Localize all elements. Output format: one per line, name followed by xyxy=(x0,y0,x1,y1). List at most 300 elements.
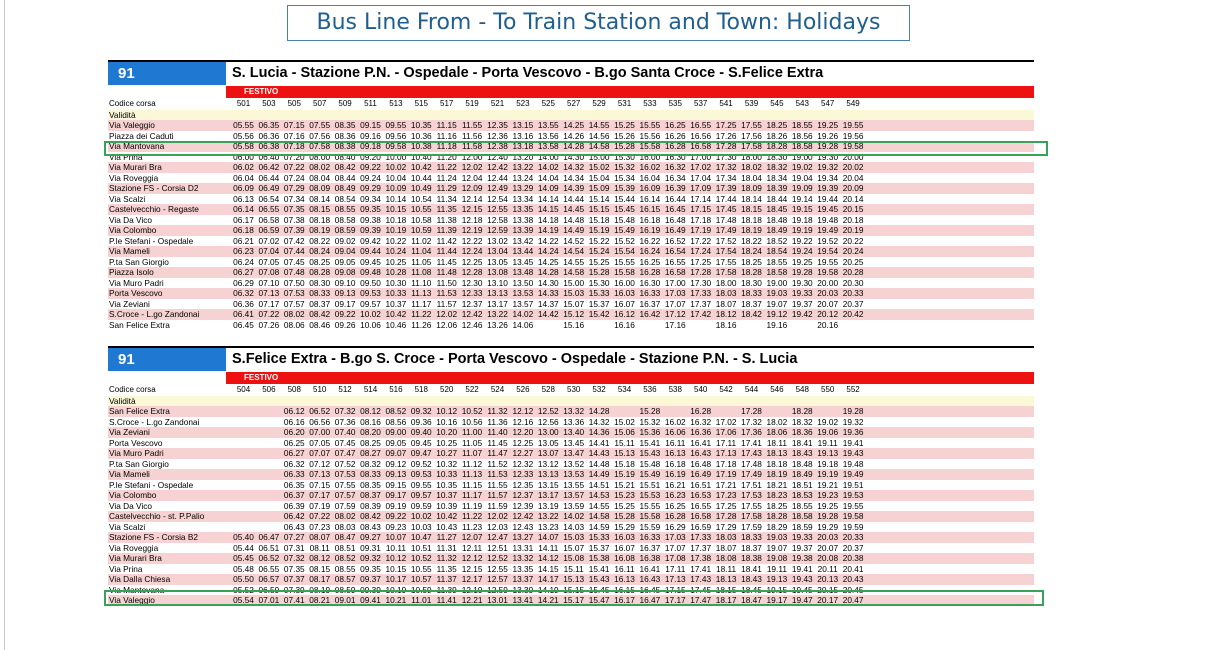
validity-row xyxy=(108,396,1034,407)
departure-time: 10.35 xyxy=(410,120,432,130)
departure-time: 06.49 xyxy=(258,183,280,193)
departure-time: 15.25 xyxy=(614,500,635,511)
departure-time: 18.04 xyxy=(741,172,762,183)
departure-time: 17.02 xyxy=(715,416,737,427)
departure-time: 12.37 xyxy=(512,490,534,500)
departure-time: 11.56 xyxy=(462,130,483,141)
run-code: 501 xyxy=(236,99,251,108)
stop-name: Via Roveggia xyxy=(109,172,159,183)
departure-time: 13.08 xyxy=(487,267,508,277)
departure-time: 20.03 xyxy=(817,532,839,542)
departure-time: 10.55 xyxy=(410,563,432,574)
departure-time: 15.13 xyxy=(614,448,635,458)
departure-time: 06.39 xyxy=(283,500,305,511)
run-code: 508 xyxy=(287,385,301,394)
departure-time: 11.58 xyxy=(462,141,483,151)
departure-time: 08.37 xyxy=(360,490,381,500)
departure-time: 10.39 xyxy=(436,500,458,511)
run-code: 522 xyxy=(465,385,479,394)
departure-time: 09.42 xyxy=(360,235,381,246)
departure-time: 07.01 xyxy=(258,595,280,605)
departure-time: 09.35 xyxy=(360,563,381,574)
departure-time: 11.16 xyxy=(436,130,457,141)
departure-time: 09.39 xyxy=(360,584,381,595)
departure-time: 07.45 xyxy=(283,256,305,267)
departure-time: 08.55 xyxy=(334,204,356,214)
run-codes-row xyxy=(108,385,1034,396)
departure-time: 19.13 xyxy=(766,574,788,584)
run-codes-row xyxy=(108,99,1034,110)
departure-time: 15.25 xyxy=(588,256,610,267)
departure-time: 12.42 xyxy=(512,511,534,521)
departure-time: 20.03 xyxy=(817,288,839,298)
departure-time: 19.39 xyxy=(817,183,839,193)
departure-time: 17.44 xyxy=(715,193,737,204)
departure-time: 20.17 xyxy=(817,595,839,605)
departure-time: 05.45 xyxy=(233,553,254,563)
departure-time: 18.56 xyxy=(791,130,813,141)
run-code: 531 xyxy=(617,99,632,108)
departure-time: 09.53 xyxy=(410,469,432,479)
departure-time: 15.24 xyxy=(588,246,610,256)
departure-time: 09.32 xyxy=(410,406,432,416)
departure-time: 08.30 xyxy=(309,277,331,288)
departure-time: 19.25 xyxy=(791,256,813,267)
stop-name: Castelvecchio - st. P.Palio xyxy=(109,511,205,521)
departure-time: 17.16 xyxy=(664,319,686,330)
line-number-badge: 91 xyxy=(108,348,226,371)
departure-time: 17.49 xyxy=(741,469,762,479)
departure-time: 08.42 xyxy=(334,162,356,172)
departure-time: 06.42 xyxy=(283,511,305,521)
departure-time: 19.30 xyxy=(817,151,839,162)
departure-time: 12.58 xyxy=(487,214,508,225)
departure-time: 09.23 xyxy=(385,521,407,532)
departure-time: 07.13 xyxy=(309,469,331,479)
timetable-return xyxy=(108,346,1034,606)
departure-time: 15.52 xyxy=(614,235,635,246)
departure-time: 10.17 xyxy=(385,574,407,584)
departure-time: 11.57 xyxy=(487,490,508,500)
stop-name: Stazione FS - Corsia B2 xyxy=(109,532,198,542)
departure-time: 18.25 xyxy=(766,120,788,130)
departure-time: 12.17 xyxy=(461,574,483,584)
departure-time: 10.18 xyxy=(385,214,407,225)
departure-time: 06.23 xyxy=(233,246,254,256)
stop-name: Via Mameli xyxy=(109,469,150,479)
departure-time: 13.34 xyxy=(512,193,534,204)
departure-time: 18.07 xyxy=(715,542,737,553)
departure-time: 16.18 xyxy=(664,458,686,469)
departure-time: 07.31 xyxy=(283,542,305,553)
departure-time: 19.07 xyxy=(766,298,788,309)
departure-time: 14.19 xyxy=(537,225,559,235)
stop-name: Via Zeviani xyxy=(109,427,150,437)
departure-time: 15.06 xyxy=(614,427,635,437)
run-code: 530 xyxy=(567,385,581,394)
departure-time: 16.28 xyxy=(639,267,661,277)
departure-time: 08.16 xyxy=(360,416,381,427)
stop-name: Via Valeggio xyxy=(109,120,155,130)
departure-time: 20.08 xyxy=(817,553,839,563)
departure-time: 13.13 xyxy=(537,469,559,479)
departure-time: 17.30 xyxy=(715,151,737,162)
departure-time: 08.38 xyxy=(334,141,356,151)
departure-time: 19.58 xyxy=(842,511,864,521)
departure-time: 13.32 xyxy=(512,553,534,563)
departure-time: 15.02 xyxy=(614,416,635,427)
departure-time: 15.03 xyxy=(563,288,585,298)
departure-time: 13.45 xyxy=(512,256,534,267)
departure-time: 16.26 xyxy=(664,130,686,141)
stop-name: Via Prina xyxy=(109,563,143,574)
departure-time: 14.30 xyxy=(537,277,559,288)
departure-time: 19.42 xyxy=(791,309,813,319)
departure-time: 10.57 xyxy=(410,574,432,584)
departure-time: 18.18 xyxy=(741,214,762,225)
departure-time: 15.21 xyxy=(614,479,635,490)
departure-time: 14.43 xyxy=(588,448,610,458)
departure-time: 11.39 xyxy=(436,584,457,595)
departure-time: 11.35 xyxy=(436,204,457,214)
stop-row xyxy=(108,417,1034,428)
departure-time: 16.29 xyxy=(664,521,686,532)
departure-time: 16.59 xyxy=(690,521,712,532)
departure-time: 18.41 xyxy=(791,437,813,448)
departure-time: 13.48 xyxy=(512,267,534,277)
departure-time: 06.14 xyxy=(233,204,254,214)
stop-row xyxy=(108,553,1034,564)
departure-time: 08.33 xyxy=(309,288,331,298)
departure-time: 16.11 xyxy=(614,563,635,574)
departure-time: 14.12 xyxy=(537,553,559,563)
departure-time: 07.27 xyxy=(283,532,305,542)
departure-time: 12.15 xyxy=(461,563,483,574)
departure-time: 07.57 xyxy=(334,490,356,500)
departure-time: 20.13 xyxy=(817,574,839,584)
run-code: 552 xyxy=(846,385,860,394)
departure-time: 20.28 xyxy=(842,267,864,277)
departure-time: 14.49 xyxy=(588,469,610,479)
stop-name: P.le Stefani - Ospedale xyxy=(109,235,194,246)
departure-time: 16.03 xyxy=(614,532,635,542)
departure-time: 19.51 xyxy=(842,479,864,490)
departure-time: 13.07 xyxy=(537,448,559,458)
departure-time: 18.52 xyxy=(766,235,788,246)
departure-time: 10.16 xyxy=(436,416,458,427)
departure-time: 19.28 xyxy=(817,511,839,521)
stop-name: Via Prina xyxy=(109,151,143,162)
departure-time: 06.52 xyxy=(309,406,331,416)
departure-time: 08.19 xyxy=(309,584,331,595)
departure-time: 17.13 xyxy=(715,448,737,458)
departure-time: 12.19 xyxy=(461,225,483,235)
departure-time: 18.47 xyxy=(741,595,762,605)
departure-time: 06.21 xyxy=(233,235,254,246)
departure-time: 17.48 xyxy=(715,214,737,225)
departure-time: 17.56 xyxy=(741,130,762,141)
departure-time: 11.10 xyxy=(411,277,432,288)
departure-time: 08.59 xyxy=(334,225,356,235)
departure-time: 14.02 xyxy=(537,162,559,172)
departure-time: 08.35 xyxy=(334,120,356,130)
departure-time: 18.25 xyxy=(741,256,762,267)
departure-time: 08.15 xyxy=(309,204,331,214)
departure-time: 12.16 xyxy=(512,416,534,427)
departure-time: 15.58 xyxy=(639,511,661,521)
departure-time: 15.13 xyxy=(563,574,585,584)
departure-time: 06.32 xyxy=(283,458,305,469)
page-title: Bus Line From - To Train Station and Town: Holidays xyxy=(287,5,910,41)
departure-time: 08.54 xyxy=(334,193,356,204)
departure-time: 15.43 xyxy=(588,574,610,584)
departure-time: 08.17 xyxy=(309,574,331,584)
departure-time: 08.46 xyxy=(309,319,331,330)
run-code: 550 xyxy=(821,385,835,394)
departure-time: 14.49 xyxy=(563,225,585,235)
run-code: 514 xyxy=(363,385,378,394)
run-code: 510 xyxy=(313,385,327,394)
departure-time: 19.18 xyxy=(817,458,839,469)
departure-time: 20.07 xyxy=(817,298,839,309)
departure-time: 10.07 xyxy=(385,532,407,542)
departure-time: 09.05 xyxy=(334,256,356,267)
departure-time: 12.11 xyxy=(462,542,483,553)
departure-time: 18.37 xyxy=(741,298,762,309)
departure-time: 15.11 xyxy=(563,563,584,574)
departure-time: 09.38 xyxy=(360,214,381,225)
departure-time: 08.02 xyxy=(334,511,356,521)
departure-time: 11.01 xyxy=(411,595,432,605)
departure-time: 15.30 xyxy=(588,277,610,288)
departure-time: 05.40 xyxy=(233,532,254,542)
departure-time: 19.12 xyxy=(766,309,788,319)
departure-time: 09.31 xyxy=(360,542,381,553)
departure-time: 17.58 xyxy=(741,511,762,521)
departure-time: 08.32 xyxy=(360,458,381,469)
departure-time: 07.39 xyxy=(283,584,305,595)
run-code: 519 xyxy=(465,99,479,108)
departure-time: 07.57 xyxy=(283,298,305,309)
departure-time: 08.42 xyxy=(309,309,331,319)
departure-time: 15.32 xyxy=(639,416,661,427)
departure-time: 19.49 xyxy=(842,469,864,479)
departure-time: 09.02 xyxy=(334,235,356,246)
departure-time: 07.42 xyxy=(283,235,305,246)
stop-row xyxy=(108,131,1034,142)
departure-time: 16.33 xyxy=(639,288,661,298)
departure-time: 18.30 xyxy=(741,277,762,288)
departure-time: 18.13 xyxy=(766,448,788,458)
departure-time: 10.36 xyxy=(410,130,432,141)
departure-time: 14.25 xyxy=(537,256,559,267)
run-code: 543 xyxy=(795,99,809,108)
departure-time: 19.38 xyxy=(791,553,813,563)
departure-time: 08.27 xyxy=(360,448,381,458)
departure-time: 11.18 xyxy=(436,141,457,151)
departure-time: 12.07 xyxy=(461,532,483,542)
departure-time: 05.44 xyxy=(233,542,254,553)
departure-time: 08.18 xyxy=(309,214,331,225)
departure-time: 10.28 xyxy=(385,267,407,277)
departure-time: 19.09 xyxy=(791,183,813,193)
departure-time: 18.19 xyxy=(741,225,762,235)
departure-time: 19.54 xyxy=(817,246,839,256)
departure-time: 18.26 xyxy=(766,130,788,141)
departure-time: 18.11 xyxy=(766,437,787,448)
departure-time: 15.29 xyxy=(614,521,635,532)
departure-time: 19.41 xyxy=(791,563,813,574)
departure-time: 12.09 xyxy=(461,183,483,193)
departure-time: 10.09 xyxy=(385,183,407,193)
departure-time: 17.28 xyxy=(741,406,762,416)
departure-time: 12.21 xyxy=(461,595,483,605)
run-code: 525 xyxy=(541,99,555,108)
departure-time: 13.22 xyxy=(537,511,559,521)
stop-row xyxy=(108,246,1034,257)
departure-time: 13.50 xyxy=(512,277,534,288)
stop-row xyxy=(108,236,1034,247)
departure-time: 15.02 xyxy=(588,162,610,172)
departure-time: 08.22 xyxy=(309,235,331,246)
departure-time: 15.09 xyxy=(588,183,610,193)
departure-time: 18.51 xyxy=(791,479,813,490)
departure-time: 16.49 xyxy=(664,225,686,235)
departure-time: 05.58 xyxy=(233,141,254,151)
departure-time: 19.52 xyxy=(817,235,839,246)
departure-time: 12.40 xyxy=(487,151,508,162)
departure-time: 15.08 xyxy=(563,553,585,563)
departure-time: 09.41 xyxy=(360,595,381,605)
departure-time: 18.15 xyxy=(715,584,737,595)
departure-time: 05.56 xyxy=(233,130,254,141)
departure-time: 17.28 xyxy=(690,267,712,277)
departure-time: 09.05 xyxy=(385,437,407,448)
departure-time: 11.24 xyxy=(436,172,457,183)
departure-time: 09.12 xyxy=(385,458,407,469)
departure-time: 15.45 xyxy=(588,584,610,595)
departure-time: 15.30 xyxy=(614,151,635,162)
departure-time: 19.28 xyxy=(842,406,864,416)
departure-time: 12.02 xyxy=(461,162,483,172)
departure-time: 19.17 xyxy=(766,595,788,605)
departure-time: 16.12 xyxy=(614,309,635,319)
departure-time: 17.22 xyxy=(690,235,712,246)
departure-time: 07.22 xyxy=(258,309,280,319)
departure-time: 10.03 xyxy=(410,521,432,532)
stop-row xyxy=(108,501,1034,512)
departure-time: 14.39 xyxy=(563,183,585,193)
departure-time: 06.58 xyxy=(258,214,280,225)
departure-time: 13.35 xyxy=(512,563,534,574)
departure-time: 06.35 xyxy=(258,120,280,130)
departure-time: 12.52 xyxy=(487,553,508,563)
departure-time: 19.08 xyxy=(766,553,788,563)
departure-time: 12.46 xyxy=(461,319,483,330)
departure-time: 11.26 xyxy=(411,319,432,330)
departure-time: 13.01 xyxy=(487,595,508,605)
departure-time: 15.55 xyxy=(639,500,661,511)
departure-time: 09.17 xyxy=(334,298,356,309)
departure-time: 18.15 xyxy=(741,204,762,214)
departure-time: 12.02 xyxy=(487,511,508,521)
departure-time: 20.00 xyxy=(817,277,839,288)
departure-time: 19.11 xyxy=(766,563,787,574)
stop-name: S.Croce - L.go Zandonai xyxy=(109,309,200,319)
departure-time: 17.39 xyxy=(715,183,737,193)
departure-time: 14.33 xyxy=(537,288,559,298)
departure-time: 15.17 xyxy=(563,595,585,605)
departure-time: 18.43 xyxy=(791,448,813,458)
route-title: S. Lucia - Stazione P.N. - Ospedale - Porta Vescovo - B.go Santa Croce - S.Felice Extra xyxy=(232,65,824,81)
run-code: 516 xyxy=(389,385,403,394)
departure-time: 13.17 xyxy=(537,490,559,500)
departure-time: 14.28 xyxy=(537,267,559,277)
departure-time: 15.53 xyxy=(639,490,661,500)
departure-time: 05.55 xyxy=(233,120,254,130)
departure-time: 16.44 xyxy=(664,193,686,204)
departure-time: 06.02 xyxy=(233,162,254,172)
departure-time: 15.00 xyxy=(588,151,610,162)
run-code: 524 xyxy=(490,385,505,394)
run-code: 532 xyxy=(592,385,606,394)
departure-time: 13.55 xyxy=(563,479,585,490)
run-code: 515 xyxy=(414,99,428,108)
departure-time: 08.56 xyxy=(385,416,407,427)
departure-time: 11.12 xyxy=(462,458,483,469)
departure-time: 15.28 xyxy=(639,406,661,416)
departure-time: 20.14 xyxy=(842,193,864,204)
departure-time: 14.32 xyxy=(563,162,585,172)
departure-time: 19.11 xyxy=(817,437,838,448)
departure-time: 07.29 xyxy=(283,183,305,193)
departure-time: 19.28 xyxy=(791,267,813,277)
departure-time: 15.28 xyxy=(614,141,635,151)
departure-time: 13.45 xyxy=(563,437,585,448)
departure-time: 20.02 xyxy=(842,162,864,172)
departure-time: 08.11 xyxy=(309,542,330,553)
departure-time: 13.23 xyxy=(537,521,559,532)
departure-time: 09.22 xyxy=(360,162,381,172)
stop-row xyxy=(108,574,1034,585)
departure-time: 19.36 xyxy=(842,427,864,437)
departure-time: 19.00 xyxy=(766,277,788,288)
departure-time: 12.55 xyxy=(487,563,508,574)
departure-time: 06.44 xyxy=(258,172,280,183)
departure-time: 12.57 xyxy=(487,574,508,584)
departure-time: 19.55 xyxy=(842,500,864,511)
stop-row xyxy=(108,173,1034,184)
run-code: 541 xyxy=(719,99,733,108)
departure-time: 13.39 xyxy=(512,225,534,235)
departure-time: 06.18 xyxy=(233,225,254,235)
departure-time: 16.04 xyxy=(639,172,661,183)
departure-time: 17.15 xyxy=(690,204,712,214)
departure-time: 17.21 xyxy=(715,479,737,490)
departure-time: 16.49 xyxy=(690,469,712,479)
departure-time: 08.09 xyxy=(309,183,331,193)
departure-time: 18.17 xyxy=(715,595,737,605)
stop-row xyxy=(108,204,1034,215)
departure-time: 06.32 xyxy=(233,288,254,298)
validity-row xyxy=(108,110,1034,121)
departure-time: 16.54 xyxy=(664,246,686,256)
departure-time: 06.59 xyxy=(258,584,280,595)
departure-time: 08.20 xyxy=(360,427,381,437)
stop-name: San Felice Extra xyxy=(109,406,170,416)
departure-time: 20.43 xyxy=(842,574,864,584)
departure-time: 16.00 xyxy=(639,151,661,162)
